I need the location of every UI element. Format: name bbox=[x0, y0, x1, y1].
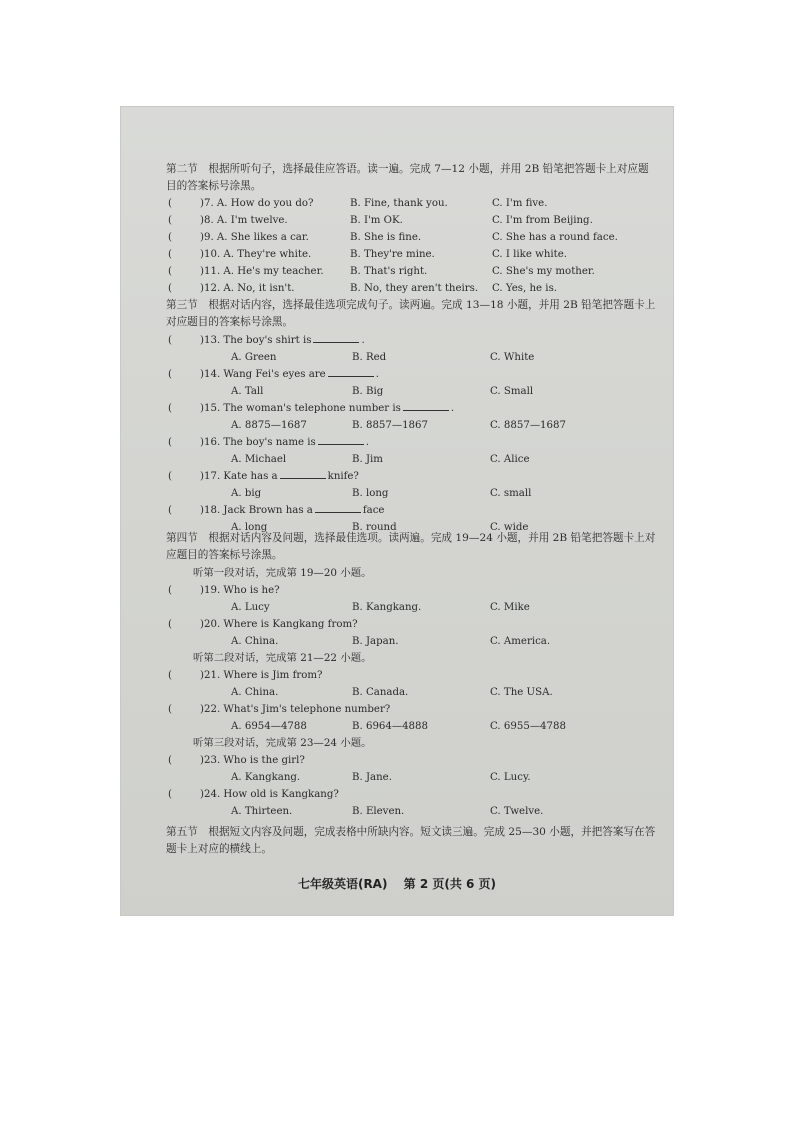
option-b: B. They're mine. bbox=[350, 249, 435, 260]
answer-bracket: ( bbox=[168, 249, 172, 260]
option-c: C. I'm from Beijing. bbox=[492, 215, 593, 226]
question-tail: . bbox=[450, 403, 455, 414]
option-c: C. I like white. bbox=[492, 249, 568, 260]
option-a: A. Michael bbox=[231, 454, 287, 465]
section4-note-2: 听第二段对话，完成第 21—22 小题。 bbox=[193, 652, 372, 664]
question-text: )19. Who is he? bbox=[200, 585, 280, 596]
option-b: B. That's right. bbox=[350, 266, 428, 277]
answer-bracket: ( bbox=[168, 335, 172, 346]
option-c: C. She's my mother. bbox=[492, 266, 595, 277]
options-row bbox=[120, 633, 674, 650]
question-tail: . bbox=[365, 437, 370, 448]
option-c: C. wide bbox=[490, 522, 529, 533]
question-with-option-a: )7. A. How do you do? bbox=[200, 198, 314, 209]
option-b: B. I'm OK. bbox=[350, 215, 403, 226]
question-text bbox=[200, 400, 454, 417]
question-with-option-a: )8. A. I'm twelve. bbox=[200, 215, 288, 226]
question-row bbox=[120, 701, 674, 718]
option-a: A. Green bbox=[231, 352, 277, 363]
options-row bbox=[120, 349, 674, 366]
question-row bbox=[120, 263, 674, 280]
answer-bracket: ( bbox=[168, 670, 172, 681]
options-row bbox=[120, 451, 674, 468]
answer-blank bbox=[318, 434, 364, 445]
answer-bracket: ( bbox=[168, 437, 172, 448]
question-row bbox=[120, 752, 674, 769]
answer-blank bbox=[403, 400, 449, 411]
option-a: A. big bbox=[231, 488, 262, 499]
section2-instruction: 第二节 根据所听句子，选择最佳应答语。读一遍。完成 7—12 小题，并用 2B 铅笔把答题卡上对应题目的答案标号涂黑。 bbox=[166, 163, 649, 192]
question-text bbox=[200, 366, 379, 383]
options-row bbox=[120, 803, 674, 820]
option-a: A. 8875—1687 bbox=[231, 420, 307, 431]
question-text bbox=[200, 468, 359, 485]
answer-blank bbox=[328, 366, 374, 377]
option-a: A. Lucy bbox=[231, 602, 270, 613]
option-b: B. Japan. bbox=[352, 636, 399, 647]
question-stem: )14. Wang Fei's eyes are bbox=[200, 369, 326, 380]
question-row bbox=[120, 502, 674, 519]
question-with-option-a: )9. A. She likes a car. bbox=[200, 232, 309, 243]
option-b: B. Canada. bbox=[352, 687, 409, 698]
option-c: C. Alice bbox=[490, 454, 530, 465]
section5-instruction: 第五节 根据短文内容及问题，完成表格中所缺内容。短文读三遍。完成 25—30 小题，并把答案写在答题卡上对应的横线上。 bbox=[166, 826, 656, 855]
question-row bbox=[120, 212, 674, 229]
question-row bbox=[120, 582, 674, 599]
question-row bbox=[120, 332, 674, 349]
option-c: C. Yes, he is. bbox=[492, 283, 558, 294]
options-row bbox=[120, 417, 674, 434]
page-number: 第 2 页(共 6 页) bbox=[403, 877, 497, 891]
question-row bbox=[120, 280, 674, 297]
question-text: )20. Where is Kangkang from? bbox=[200, 619, 358, 630]
option-a: A. Tall bbox=[231, 386, 264, 397]
answer-bracket: ( bbox=[168, 585, 172, 596]
option-b: B. Fine, thank you. bbox=[350, 198, 448, 209]
answer-bracket: ( bbox=[168, 215, 172, 226]
answer-bracket: ( bbox=[168, 619, 172, 630]
option-a: A. 6954—4788 bbox=[231, 721, 307, 732]
option-a: A. China. bbox=[231, 636, 279, 647]
option-c: C. 6955—4788 bbox=[490, 721, 566, 732]
question-stem: )13. The boy's shirt is bbox=[200, 335, 312, 346]
section4-note-3: 听第三段对话，完成第 23—24 小题。 bbox=[193, 737, 372, 749]
subject-label: 七年级英语(RA) bbox=[297, 877, 388, 891]
question-row bbox=[120, 246, 674, 263]
option-b: B. 6964—4888 bbox=[352, 721, 429, 732]
question-stem: )17. Kate has a bbox=[200, 471, 278, 482]
question-text: )22. What's Jim's telephone number? bbox=[200, 704, 391, 715]
question-row bbox=[120, 195, 674, 212]
question-stem: )15. The woman's telephone number is bbox=[200, 403, 401, 414]
question-tail: . bbox=[375, 369, 379, 380]
question-text: )21. Where is Jim from? bbox=[200, 670, 323, 681]
question-row bbox=[120, 229, 674, 246]
option-a: A. China. bbox=[231, 687, 279, 698]
question-row bbox=[120, 468, 674, 485]
answer-bracket: ( bbox=[168, 283, 172, 294]
exam-page bbox=[120, 106, 674, 916]
section4-instruction: 第四节 根据对话内容及问题，选择最佳选项。读两遍。完成 19—24 小题，并用 2B 铅笔把答题卡上对应题目的答案标号涂黑。 bbox=[166, 532, 656, 561]
answer-bracket: ( bbox=[168, 369, 172, 380]
option-c: C. Lucy. bbox=[490, 772, 531, 783]
option-b: B. Kangkang. bbox=[352, 602, 422, 613]
answer-bracket: ( bbox=[168, 471, 172, 482]
answer-bracket: ( bbox=[168, 505, 172, 516]
options-row bbox=[120, 769, 674, 786]
question-stem: )16. The boy's name is bbox=[200, 437, 316, 448]
question-row bbox=[120, 667, 674, 684]
question-with-option-a: )12. A. No, it isn't. bbox=[200, 283, 295, 294]
section3-instruction: 第三节 根据对话内容，选择最佳选项完成句子。读两遍。完成 13—18 小题，并用 2B 铅笔把答题卡上对应题目的答案标号涂黑。 bbox=[166, 299, 656, 328]
question-tail: knife? bbox=[327, 471, 359, 482]
answer-bracket: ( bbox=[168, 232, 172, 243]
question-row bbox=[120, 786, 674, 803]
answer-bracket: ( bbox=[168, 403, 172, 414]
question-stem: )18. Jack Brown has a bbox=[200, 505, 313, 516]
option-c: C. She has a round face. bbox=[492, 232, 618, 243]
answer-bracket: ( bbox=[168, 704, 172, 715]
option-c: C. 8857—1687 bbox=[490, 420, 566, 431]
options-row bbox=[120, 383, 674, 400]
question-text: )23. Who is the girl? bbox=[200, 755, 305, 766]
question-text bbox=[200, 434, 369, 451]
answer-bracket: ( bbox=[168, 755, 172, 766]
option-c: C. Mike bbox=[490, 602, 530, 613]
question-row bbox=[120, 400, 674, 417]
question-row bbox=[120, 434, 674, 451]
option-c: C. White bbox=[490, 352, 535, 363]
option-a: A. long bbox=[231, 522, 268, 533]
option-b: B. 8857—1867 bbox=[352, 420, 429, 431]
question-text bbox=[200, 502, 384, 519]
option-c: C. Twelve. bbox=[490, 806, 544, 817]
options-row bbox=[120, 599, 674, 616]
option-b: B. Eleven. bbox=[352, 806, 405, 817]
answer-bracket: ( bbox=[168, 789, 172, 800]
option-c: C. I'm five. bbox=[492, 198, 548, 209]
answer-blank bbox=[313, 332, 359, 343]
options-row bbox=[120, 718, 674, 735]
question-with-option-a: )10. A. They're white. bbox=[200, 249, 312, 260]
option-b: B. Big bbox=[352, 386, 384, 397]
page-footer bbox=[120, 874, 674, 894]
option-c: C. The USA. bbox=[490, 687, 553, 698]
question-with-option-a: )11. A. He's my teacher. bbox=[200, 266, 324, 277]
option-b: B. Jane. bbox=[352, 772, 392, 783]
answer-bracket: ( bbox=[168, 198, 172, 209]
answer-blank bbox=[280, 468, 326, 479]
answer-blank bbox=[315, 502, 361, 513]
section4-note-1: 听第一段对话，完成第 19—20 小题。 bbox=[193, 567, 372, 579]
question-tail: . bbox=[361, 335, 365, 346]
question-tail: face bbox=[362, 505, 385, 516]
option-a: A. Kangkang. bbox=[231, 772, 301, 783]
options-row bbox=[120, 684, 674, 701]
option-c: C. America. bbox=[490, 636, 551, 647]
question-row bbox=[120, 366, 674, 383]
option-b: B. Red bbox=[352, 352, 387, 363]
option-b: B. She is fine. bbox=[350, 232, 422, 243]
option-b: B. long bbox=[352, 488, 389, 499]
option-b: B. Jim bbox=[352, 454, 383, 465]
option-c: C. small bbox=[490, 488, 532, 499]
option-c: C. Small bbox=[490, 386, 534, 397]
option-a: A. Thirteen. bbox=[231, 806, 293, 817]
options-row bbox=[120, 485, 674, 502]
answer-bracket: ( bbox=[168, 266, 172, 277]
option-b: B. round bbox=[352, 522, 397, 533]
question-text bbox=[200, 332, 365, 349]
option-b: B. No, they aren't theirs. bbox=[350, 283, 479, 294]
question-text: )24. How old is Kangkang? bbox=[200, 789, 339, 800]
question-row bbox=[120, 616, 674, 633]
